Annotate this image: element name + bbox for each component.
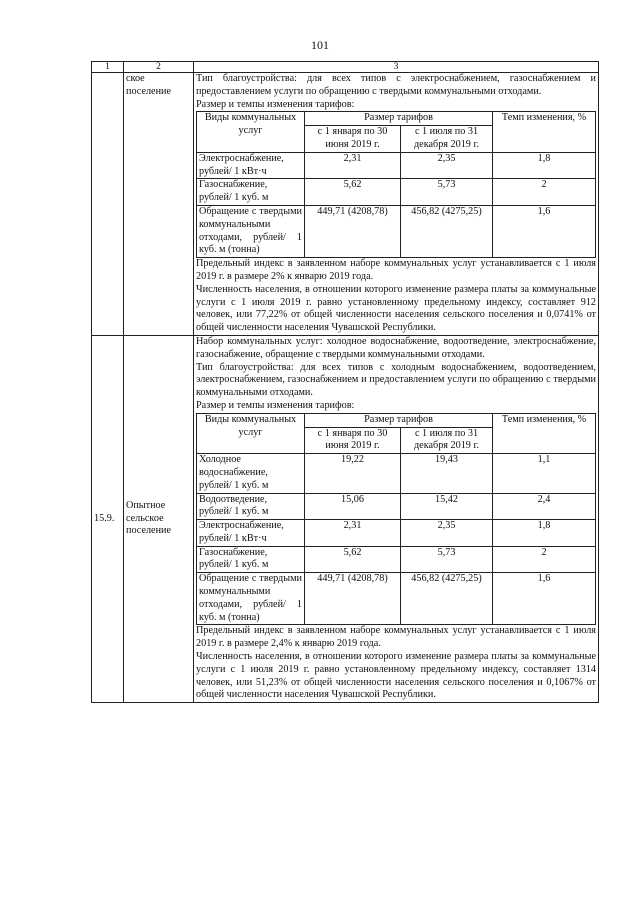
paragraph: Размер и темпы изменения тарифов:	[196, 98, 355, 110]
paragraph: Набор коммунальных услуг: холодное водоснабжение, водоотведение, электроснабжение, газоснабжение, обращение с твердыми коммунальными отходами.	[196, 335, 596, 360]
settlement-name: ское поселение	[124, 73, 194, 336]
paragraph: Численность населения, в отношении которого изменение размера платы за коммунальные услуги с 1 июля 2019 г. равно установленному предельному индексу, составляет 1314 человек, или 51,23% от общей численности населения сельского поселения и 0,1067% от общей численности населения Чувашской Республики.	[196, 651, 596, 701]
row-number: 15.9.	[92, 335, 124, 702]
subtable-head-rate: Темп изменения, %	[493, 413, 596, 453]
tariff-value-2: 2,35	[401, 520, 493, 547]
service-name: Холодное водоснабжение, рублей/ 1 куб. м	[197, 454, 305, 493]
table-row	[197, 205, 596, 257]
tariff-value-1: 15,06	[305, 493, 401, 520]
tariff-value-1: 5,62	[305, 179, 401, 206]
tariff-value-1: 19,22	[305, 454, 401, 493]
table-row	[197, 493, 596, 520]
paragraph: Предельный индекс в заявленном наборе коммунальных услуг устанавливается с 1 июля 2019 г. в размере 2% к январю 2019 года.	[196, 258, 596, 282]
page-number: 101	[311, 38, 329, 52]
subtable	[196, 413, 596, 626]
rate-value: 2,4	[493, 493, 596, 520]
rate-value: 1,6	[493, 205, 596, 257]
rate-value: 1,8	[493, 520, 596, 547]
table-row	[197, 152, 596, 179]
tariff-value-2: 2,35	[401, 152, 493, 179]
header-row	[92, 62, 599, 73]
service-name: Газоснабжение, рублей/ 1 куб. м	[197, 179, 305, 206]
header-col-2: 2	[124, 62, 194, 73]
service-name: Водоотведение, рублей/ 1 куб. м	[197, 493, 305, 520]
tariff-value-1: 2,31	[305, 520, 401, 547]
tariff-value-1: 449,71 (4208,78)	[305, 205, 401, 257]
service-name: Обращение с твердыми коммунальными отходами, рублей/ 1 куб. м (тонна)	[197, 205, 305, 257]
subtable-head-period-1: с 1 января по 30 июня 2019 г.	[305, 126, 401, 153]
header-col-3: 3	[194, 62, 599, 73]
settlement-name: Опытное сельское поселение	[124, 335, 194, 702]
tariff-value-2: 5,73	[401, 179, 493, 206]
table-row	[92, 335, 599, 702]
tariff-value-1: 449,71 (4208,78)	[305, 573, 401, 625]
row-number	[92, 73, 124, 336]
subtable	[196, 111, 596, 258]
rate-value: 1,1	[493, 454, 596, 493]
paragraph: Тип благоустройства: для всех типов с электроснабжением, газоснабжением и предоставлением услуги по обращению с твердыми коммунальными отходами.	[196, 73, 596, 97]
tariff-value-2: 15,42	[401, 493, 493, 520]
row-description	[194, 335, 599, 702]
table-row	[197, 179, 596, 206]
subtable-head-services: Виды коммунальных услуг	[197, 112, 305, 152]
tariff-value-2: 19,43	[401, 454, 493, 493]
subtable-head-rate: Темп изменения, %	[493, 112, 596, 152]
table-row	[92, 73, 599, 336]
rate-value: 2	[493, 546, 596, 573]
service-name: Обращение с твердыми коммунальными отходами, рублей/ 1 куб. м (тонна)	[197, 573, 305, 625]
paragraph: Тип благоустройства: для всех типов с холодным водоснабжением, водоотведением, электроснабжением, газоснабжением и предоставлением услуги по обращению с твердыми коммунальными отходами.	[196, 361, 596, 399]
tariff-value-1: 2,31	[305, 152, 401, 179]
subtable-head-period-2: с 1 июля по 31 декабря 2019 г.	[401, 427, 493, 454]
subtable-head-size: Размер тарифов	[305, 112, 493, 126]
table-row	[197, 546, 596, 573]
paragraph: Численность населения, в отношении которого изменение размера платы за коммунальные услуги с 1 июля 2019 г. равно установленному предельному индексу, составляет 912 человек, или 77,22% от общей численности населения сельского поселения и 0,0741% от общей численности населения Чувашской Республики.	[196, 283, 596, 334]
table-row	[197, 520, 596, 547]
rate-value: 1,8	[493, 152, 596, 179]
subtable-head-size: Размер тарифов	[305, 413, 493, 427]
paragraph: Размер и темпы изменения тарифов:	[196, 399, 355, 411]
service-name: Электроснабжение, рублей/ 1 кВт·ч	[197, 520, 305, 547]
tariff-value-2: 5,73	[401, 546, 493, 573]
row-description	[194, 73, 599, 336]
header-col-1: 1	[92, 62, 124, 73]
tariff-table	[91, 61, 599, 703]
subtable-head-services: Виды коммунальных услуг	[197, 413, 305, 453]
tariff-value-2: 456,82 (4275,25)	[401, 573, 493, 625]
service-name: Электроснабжение, рублей/ 1 кВт·ч	[197, 152, 305, 179]
paragraph: Предельный индекс в заявленном наборе коммунальных услуг устанавливается с 1 июля 2019 г. в размере 2,4% к январю 2019 года.	[196, 625, 596, 650]
rate-value: 1,6	[493, 573, 596, 625]
table-row	[197, 573, 596, 625]
service-name: Газоснабжение, рублей/ 1 куб. м	[197, 546, 305, 573]
rate-value: 2	[493, 179, 596, 206]
tariff-value-2: 456,82 (4275,25)	[401, 205, 493, 257]
table-row	[197, 454, 596, 493]
tariff-value-1: 5,62	[305, 546, 401, 573]
subtable-head-period-2: с 1 июля по 31 декабря 2019 г.	[401, 126, 493, 153]
subtable-head-period-1: с 1 января по 30 июня 2019 г.	[305, 427, 401, 454]
